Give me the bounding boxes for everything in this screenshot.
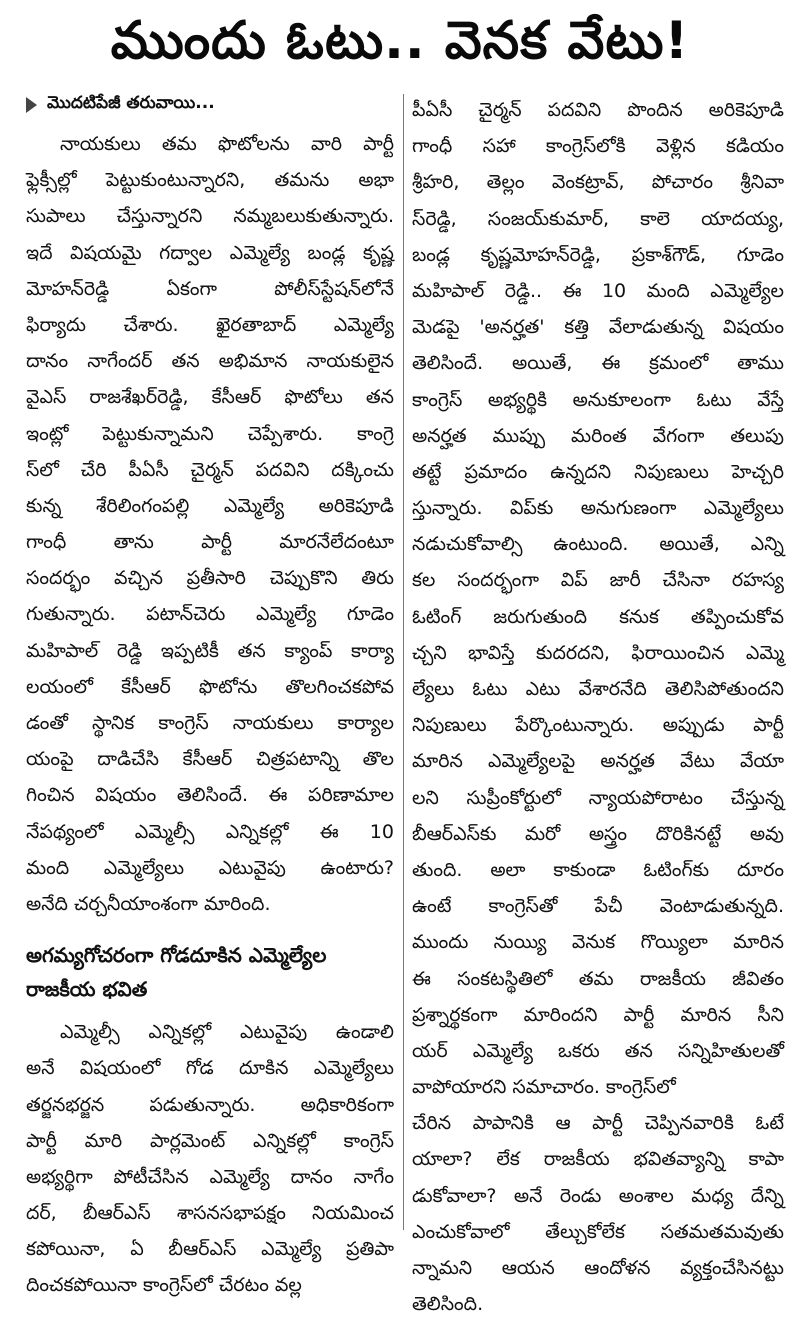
text-line: ఎమ్మెల్సీ ఎన్నికల్లో ఎటువైపు ఉండాలి: [60, 1021, 394, 1044]
text-line: కాంగ్రెస్ అభ్యర్థికి అనుకూలంగా ఓటు వేస్తే: [412, 388, 784, 411]
text-line: తట్టే ప్రమాదం ఉన్నదని నిపుణులు హెచ్చరి: [412, 460, 784, 483]
text-line: ఈ సంకటస్థితిలో తమ రాజకీయ జీవితం: [412, 967, 784, 990]
left-paragraph-2: [26, 1014, 394, 1304]
text-line: చేరిన పాపానికి ఆ పార్టీ చెప్పినవారికి ఓటే: [412, 1112, 784, 1135]
text-line: అనర్హత ముప్పు మరింత వేగంగా తలుపు: [412, 424, 784, 447]
text-line: ముందు నుయ్యి వెనుక గొయ్యిలా మారిన: [412, 931, 784, 954]
text-line: డుకోవాలా? అనే రెండు అంశాల మధ్య దేన్ని: [412, 1184, 784, 1207]
text-line: కపోయినా, ఏ బీఆర్ఎస్ ఎమ్మెల్యే ప్రతిపా: [26, 1238, 394, 1261]
text-line: పీఏసీ చైర్మన్ పదవిని పొందిన అరికెపూడి: [412, 99, 784, 121]
subheading: [26, 938, 394, 1006]
kicker-text: మొదటిపేజీ తరువాయి...: [47, 93, 215, 113]
text-line: మహిపాల్ రెడ్డి ఇప్పటికీ తన క్యాంప్ కార్యా: [26, 639, 394, 662]
headline: ముందు ఓటు.. వెనక వేటు!: [110, 11, 690, 71]
text-line: ఓటింగ్ జరుగుతుంది కనుక తప్పించుకోవ: [412, 605, 784, 628]
text-line: ఇంట్లో పెట్టుకున్నామని చెప్పేశారు. కాంగ్రె: [26, 422, 394, 445]
left-column: [26, 92, 394, 1297]
text-line: బండ్ల కృష్ణమోహన్‌రెడ్డి, ప్రకాశ్‌గౌడ్, గూడెం: [412, 243, 784, 266]
text-line: గాంధీ తాను పార్టీ మారనేలేదంటూ: [26, 531, 394, 554]
text-line: దానం నాగేందర్ తన అభిమాన నాయకులైన: [26, 350, 394, 373]
text-line: శ్రీహరి, తెల్లం వెంకట్రావ్, పోచారం శ్రీనివా: [412, 171, 784, 194]
text-line: అనేది చర్చనీయాంశంగా మారింది.: [26, 892, 271, 915]
text-line: ప్రశ్నార్థకంగా మారిందని పార్టీ మారిన సీని: [412, 1003, 784, 1026]
text-line: స్తున్నారు. విప్‌కు అనుగుణంగా ఎమ్మెల్యేలు: [412, 497, 784, 520]
text-line: కున్న శేరిలింగంపల్లి ఎమ్మెల్యే అరికెపూడి: [26, 494, 394, 517]
text-line: చ్చని భావిస్తే కుదరదని, ఫిరాయించిన ఎమ్మె: [412, 641, 784, 664]
text-line: గుతున్నారు. పటాన్‌చెరు ఎమ్మెల్యే గూడెం: [26, 603, 394, 626]
text-line: కల సందర్భంగా విప్ జారీ చేసినా రహస్య: [412, 569, 784, 592]
text-line: యంపై దాడిచేసి కేసీఆర్ చిత్రపటాన్ని తొల: [26, 748, 394, 771]
text-line: తెలిసింది.: [412, 1293, 484, 1316]
text-line: నేపథ్యంలో ఎమ్మెల్సీ ఎన్నికల్లో ఈ 10: [26, 820, 394, 843]
text-line: అనే విషయంలో గోడ దూకిన ఎమ్మెల్యేలు: [26, 1057, 394, 1080]
continuation-kicker: [26, 92, 394, 118]
left-paragraph-1: [26, 126, 394, 922]
text-line: సుపాలు చేస్తున్నారని నమ్మబలుకుతున్నారు.: [26, 205, 394, 228]
text-line: వాపోయారని సమాచారం. కాంగ్రెస్‌లో: [412, 1076, 676, 1099]
text-line: వైఎస్ రాజశేఖర్‌రెడ్డి, కేసీఆర్ ఫొటోలు తన: [26, 386, 394, 409]
text-line: మెడపై 'అనర్హత' కత్తి వేలాడుతున్న విషయం: [412, 316, 784, 339]
text-line: లని సుప్రీంకోర్టులో న్యాయపోరాటం చేస్తున్న: [412, 786, 784, 809]
text-line: ల్యేలు ఓటు ఎటు వేశారనేది తెలిసిపోతుందని: [412, 678, 784, 700]
text-line: స్‌లో చేరి పీఏసీ చైర్మన్ పదవిని దక్కించు: [26, 458, 394, 481]
text-line: నాయకులు తమ ఫొటోలను వారి పార్టీ: [60, 133, 394, 155]
text-line: అభ్యర్థిగా పోటీచేసిన ఎమ్మెల్యే దానం నాగేం: [26, 1165, 394, 1188]
text-line: తుంది. అలా కాకుండా ఓటింగ్‌కు దూరం: [412, 858, 784, 881]
text-line: బీఆర్ఎస్‌కు మరో అస్త్రం దొరికినట్టే అవు: [412, 822, 784, 845]
text-line: లయంలో కేసీఆర్ ఫొటోను తొలగించకపోవ: [26, 675, 394, 698]
text-line: నడుచుకోవాల్సి ఉంటుంది. అయితే, ఎన్ని: [412, 533, 784, 556]
text-line: యాలా? లేక రాజకీయ భవితవ్యాన్ని కాపా: [412, 1148, 784, 1171]
text-line: నిపుణులు పేర్కొంటున్నారు. అప్పుడు పార్టీ: [412, 714, 784, 737]
text-line: డంతో స్థానిక కాంగ్రెస్ నాయకులు కార్యాల: [26, 712, 394, 734]
text-line: తెలిసిందే. అయితే, ఈ క్రమంలో తాము: [412, 352, 784, 375]
text-line: న్నామని ఆయన ఆందోళన వ్యక్తంచేసినట్టు: [412, 1257, 784, 1279]
text-line: దర్, బీఆర్ఎస్ శాసనసభాపక్షం నియమించ: [26, 1202, 394, 1225]
text-line: యర్ ఎమ్మెల్యే ఒకరు తన సన్నిహితులతో: [412, 1039, 784, 1062]
text-line: ఇదే విషయమై గద్వాల ఎమ్మెల్యే బండ్ల కృష్ణ: [26, 241, 394, 264]
subheading-line: రాజకీయ భవిత: [26, 977, 148, 1002]
text-line: మహిపాల్ రెడ్డి.. ఈ 10 మంది ఎమ్మెల్యేల: [412, 279, 784, 302]
right-paragraph: [412, 92, 784, 1322]
text-line: ఉంటే కాంగ్రెస్‌తో పేచీ వెంటాడుతున్నది.: [412, 895, 784, 918]
right-column: [412, 92, 784, 1316]
text-line: సందర్భం వచ్చిన ప్రతీసారి చెప్పుకొని తిరు: [26, 567, 394, 590]
text-line: గించిన విషయం తెలిసిందే. ఈ పరిణామాల: [26, 784, 394, 807]
text-line: ఎంచుకోవాలో తేల్చుకోలేక సతమతమవుతు: [412, 1220, 784, 1243]
text-line: స్‌రెడ్డి, సంజయ్‌కుమార్, కాలె యాదయ్య,: [412, 207, 784, 230]
subheading-line: అగమ్యగోచరంగా గోడదూకిన ఎమ్మెల్యేల: [26, 943, 327, 968]
text-line: మంది ఎమ్మెల్యేలు ఎటువైపు ఉంటారు?: [26, 856, 394, 879]
text-line: దించకపోయినా కాంగ్రెస్‌లో చేరటం వల్ల: [26, 1274, 302, 1297]
text-line: తర్జనభర్జన పడుతున్నారు. అధికారికంగా: [26, 1093, 394, 1116]
column-divider: [403, 94, 404, 1230]
text-line: ఫిర్యాదు చేశారు. ఖైరతాబాద్ ఎమ్మెల్యే: [26, 313, 394, 336]
text-line: ఫ్లెక్సీల్లో పెట్టుకుంటున్నారని, తమను అభా: [26, 169, 394, 192]
text-line: మారిన ఎమ్మెల్యేలపై అనర్హత వేటు వేయా: [412, 750, 784, 773]
text-line: గాంధీ సహా కాంగ్రెస్‌లోకి వెళ్లిన కడియం: [412, 135, 784, 158]
triangle-bullet-icon: [26, 97, 37, 113]
text-line: పార్టీ మారి పార్లమెంట్ ఎన్నికల్లో కాంగ్రెస్: [26, 1129, 394, 1152]
text-line: మోహన్‌రెడ్డి ఏకంగా పోలీస్‌స్టేషన్‌లోనే: [26, 277, 394, 300]
